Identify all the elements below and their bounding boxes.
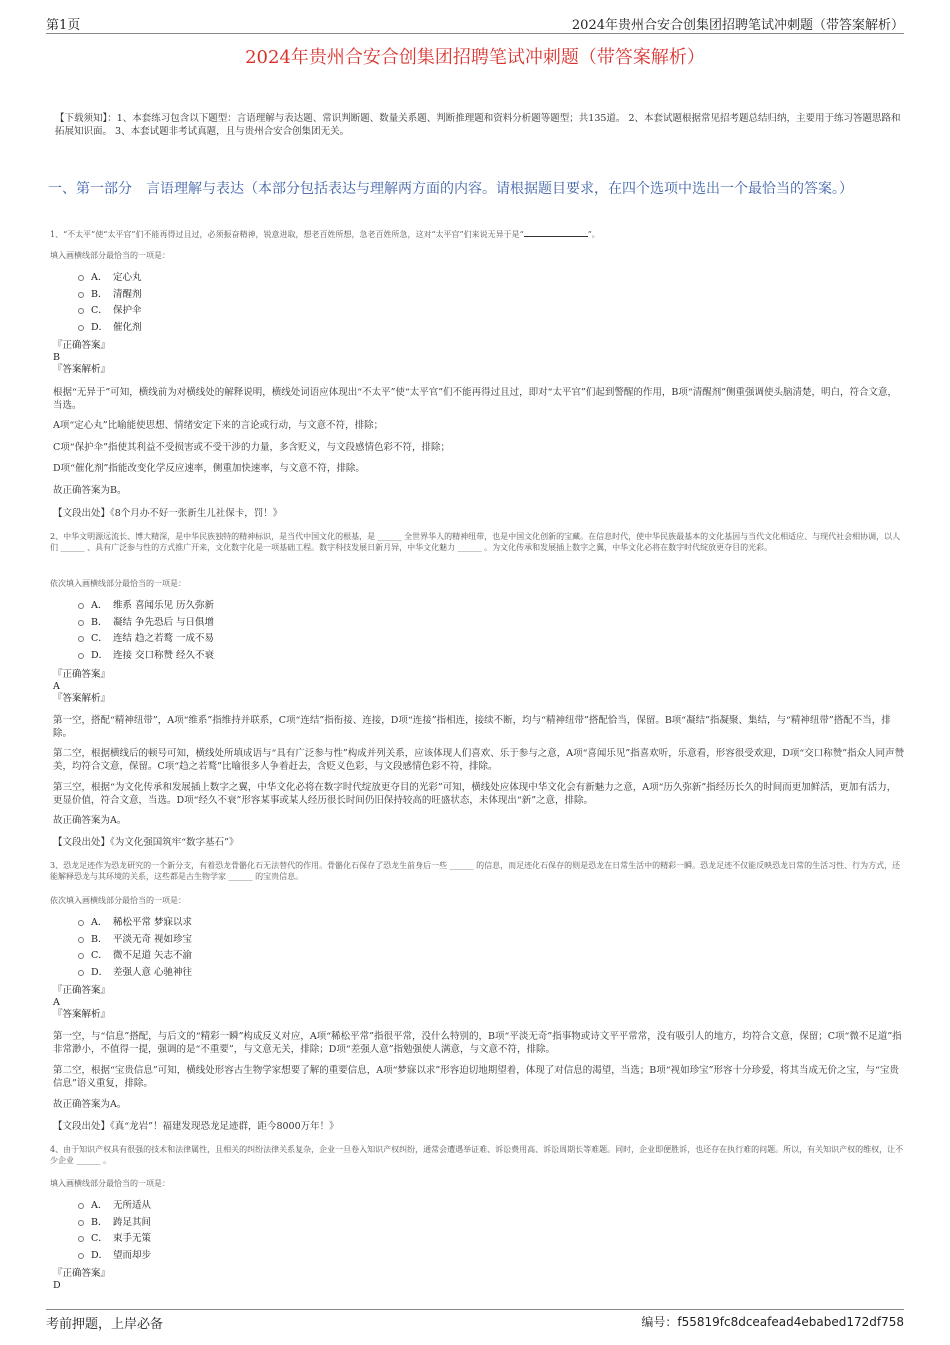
option-d[interactable]: D． 差强人意 心驰神往	[78, 965, 192, 982]
correct-answer-label: 『正确答案』	[53, 1268, 111, 1279]
radio-icon	[78, 970, 84, 976]
source-citation: 【文段出处】《为文化强国筑牢“数字基石”》	[53, 837, 239, 848]
correct-answer: B	[53, 352, 60, 363]
footer-divider	[46, 1309, 904, 1310]
option-a[interactable]: A． 维系 喜闻乐见 历久弥新	[78, 598, 214, 615]
source-citation: 【文段出处】《真“龙岩”！福建发现恐龙足迹群，距今8000万年！》	[53, 1121, 339, 1132]
question-1-options	[78, 270, 142, 336]
radio-icon	[78, 953, 84, 959]
option-c[interactable]: C． 保护伞	[78, 303, 142, 320]
analysis-label: 『答案解析』	[53, 693, 111, 704]
option-c[interactable]: C． 微不足道 矢志不渝	[78, 948, 192, 965]
option-d[interactable]: D． 连接 交口称赞 经久不衰	[78, 648, 214, 665]
correct-answer: A	[53, 997, 60, 1008]
radio-icon	[78, 308, 84, 314]
option-c[interactable]: C． 束手无策	[78, 1231, 151, 1248]
correct-answer: D	[53, 1280, 61, 1291]
analysis-conclusion: 故正确答案为B。	[53, 485, 127, 496]
option-b[interactable]: B． 凝结 争先恐后 与日俱增	[78, 615, 214, 632]
analysis-paragraph: C项“保护伞”指使其利益不受损害或不受干涉的力量，多含贬义，与文段感情色彩不符，排除；	[53, 442, 450, 453]
radio-icon	[78, 636, 84, 642]
analysis-paragraph: A项“定心丸”比喻能使思想、情绪安定下来的言论或行动，与文意不符，排除；	[53, 420, 384, 431]
option-b[interactable]: B． 平淡无奇 视如珍宝	[78, 932, 192, 949]
option-a[interactable]: A． 无所适从	[78, 1198, 151, 1215]
option-a[interactable]: A． 稀松平常 梦寐以求	[78, 915, 192, 932]
analysis-paragraph: 第二空，根据横线后的顿号可知，横线处所填成语与“具有广泛参与性”构成并列关系，应该体现人们喜欢、乐于参与之意，A项“喜闻乐见”指喜欢听，乐意看，形容很受欢迎，D项“交口称赞”指众人同声赞美，均符合文意，保留。C项“趋之若鹜”比喻很多人争着赶去，含贬义色彩，与文段感情色彩不符，排除。	[53, 748, 905, 772]
radio-icon	[78, 920, 84, 926]
radio-icon	[78, 1236, 84, 1242]
fill-prompt: 依次填入画横线部分最恰当的一项是：	[50, 579, 186, 588]
source-citation: 【文段出处】《8个月办不好一张新生儿社保卡，罚！》	[53, 508, 283, 519]
option-d[interactable]: D． 催化剂	[78, 320, 142, 337]
option-a[interactable]: A． 定心丸	[78, 270, 142, 287]
question-3-stem: 3、恐龙足迹作为恐龙研究的一个新分支，有着恐龙骨骼化石无法替代的作用。骨骼化石保存了恐龙生前身后一些 ______ 的信息，而足迹化石保存的则是恐龙在日常生活中的精彩一瞬。恐龙足迹不仅能反映恐龙日常的生活习性、行为方式，还能解释恐龙与其环境的关系，这些都是古生物学家 ______ 的宝贵信息。	[50, 861, 901, 881]
analysis-conclusion: 故正确答案为A。	[53, 815, 127, 826]
radio-icon	[78, 1220, 84, 1226]
option-c[interactable]: C． 连结 趋之若鹜 一成不易	[78, 631, 214, 648]
correct-answer-label: 『正确答案』	[53, 340, 111, 351]
footer-slogan: 考前押题，上岸必备	[46, 1317, 164, 1332]
page-header	[46, 14, 904, 34]
correct-answer-label: 『正确答案』	[53, 985, 111, 996]
page-number: 第1页	[46, 18, 81, 33]
section-heading: 一、第一部分 言语理解与表达（本部分包括表达与理解两方面的内容。请根据题目要求，在四个选项中选出一个最恰当的答案。）	[48, 181, 853, 197]
question-3-options	[78, 915, 192, 981]
analysis-paragraph: 第二空，根据“宝贵信息”可知，横线处形容古生物学家想要了解的重要信息，A项“梦寐以求”形容迫切地期望着，体现了对信息的渴望，当选；B项“视如珍宝”形容十分珍爱，将其当成无价之宝，与“宝贵信息”语义重复，排除。	[53, 1065, 899, 1089]
download-notice: 【下载须知】：1、本套练习包含以下题型：言语理解与表达题、常识判断题、数量关系题、判断推理题和资料分析题等题型；共135道。 2、本套试题根据常见招考题总结归纳，主要用于练习答题思路和拓展知识面。 3、本套试题非考试真题，且与贵州合安合创集团无关。	[55, 113, 901, 137]
fill-prompt: 填入画横线部分最恰当的一项是：	[50, 251, 170, 260]
document-id: 编号：f55819fc8dceafead4ebabed172df758	[641, 1315, 904, 1329]
fill-prompt: 依次填入画横线部分最恰当的一项是：	[50, 896, 186, 905]
question-4-stem: 4、由于知识产权具有很强的技术和法律属性，且相关的纠纷法律关系复杂，企业一旦卷入知识产权纠纷，通常会遭遇举证难、诉讼费用高、诉讼周期长等难题。同时，企业即便胜诉，也还存在执行难的问题。所以，有关知识产权的维权，让不少企业 ______ 。	[50, 1145, 904, 1165]
blank	[524, 228, 588, 237]
radio-icon	[78, 292, 84, 298]
analysis-paragraph: 根据“无异于”可知，横线前为对横线处的解释说明，横线处词语应体现出“不太平”使“太平官”们不能再得过且过，即对“太平官”们起到警醒的作用，B项“清醒剂”侧重强调使头脑清楚，明白，符合文意，当选。	[53, 387, 898, 411]
analysis-conclusion: 故正确答案为A。	[53, 1099, 127, 1110]
option-b[interactable]: B． 踌足其间	[78, 1215, 151, 1232]
analysis-paragraph: 第一空，与“信息”搭配，与后文的“精彩一瞬”构成反义对应，A项“稀松平常”指很平常，没什么特别的，B项“平淡无奇”指事物或诗文平平常常，没有吸引人的地方，均符合文意，保留；C项“微不足道”指非常渺小，不值得一提，强调的是“不重要”，与文意无关，排除；D项“差强人意”指勉强使人满意，与文意不符，排除。	[53, 1031, 902, 1055]
option-d[interactable]: D． 望而却步	[78, 1248, 151, 1265]
question-2-options	[78, 598, 214, 664]
analysis-label: 『答案解析』	[53, 364, 111, 375]
header-doc-title: 2024年贵州合安合创集团招聘笔试冲刺题（带答案解析）	[571, 18, 904, 33]
radio-icon	[78, 653, 84, 659]
document-title: 2024年贵州合安合创集团招聘笔试冲刺题（带答案解析）	[245, 47, 705, 68]
radio-icon	[78, 937, 84, 943]
question-2-stem: 2、中华文明源远流长、博大精深，是中华民族独特的精神标识，是当代中国文化的根基，是 ______ 全世界华人的精神纽带，也是中国文化创新的宝藏。在信息时代，使中华民族最基本的文化基因与当代文化相适应、与现代社会相协调，以人们 ______ 、具有广泛参与性的方式推广开来，文化数字化是一项基础工程。数字科技发展日新月异，中华文化魅力 ______ 。为文化传承和发展插上数字之翼，中华文化必将在数字时代绽放更夺目的光彩。	[50, 532, 901, 552]
fill-prompt: 填入画横线部分最恰当的一项是：	[50, 1179, 170, 1188]
radio-icon	[78, 1253, 84, 1259]
question-4-options	[78, 1198, 151, 1264]
analysis-label: 『答案解析』	[53, 1009, 111, 1020]
radio-icon	[78, 325, 84, 331]
question-1-stem: 1、“不太平”使“太平官”们不能再得过且过，必须振奋精神，锐意进取，想老百姓所想，急老百姓所急，这对“太平官”们来说无异于是“ ”。	[50, 230, 600, 239]
header-divider	[46, 33, 904, 34]
radio-icon	[78, 1203, 84, 1209]
radio-icon	[78, 275, 84, 281]
radio-icon	[78, 620, 84, 626]
analysis-paragraph: D项“催化剂”指能改变化学反应速率，侧重加快速率，与文意不符，排除。	[53, 463, 365, 474]
radio-icon	[78, 603, 84, 609]
analysis-paragraph: 第一空，搭配“精神纽带”，A项“维系”指维持并联系，C项“连结”指衔接、连接，D项“连接”指相连，接续不断，均与“精神纽带”搭配恰当，保留。B项“凝结”指凝聚、集结，与“精神纽带”搭配不当，排除。	[53, 715, 891, 739]
correct-answer: A	[53, 681, 60, 692]
option-b[interactable]: B． 清醒剂	[78, 287, 142, 304]
correct-answer-label: 『正确答案』	[53, 669, 111, 680]
analysis-paragraph: 第三空，根据“为文化传承和发展插上数字之翼，中华文化必将在数字时代绽放更夺目的光彩”可知，横线处应体现中华文化会有新魅力之意，A项“历久弥新”指经历长久的时间而更加鲜活，更加有活力，更显价值，符合文意，当选。D项“经久不衰”形容某事或某人经历很长时间仍旧保持较高的旺盛状态，未体现出“新”之意，排除。	[53, 782, 897, 806]
